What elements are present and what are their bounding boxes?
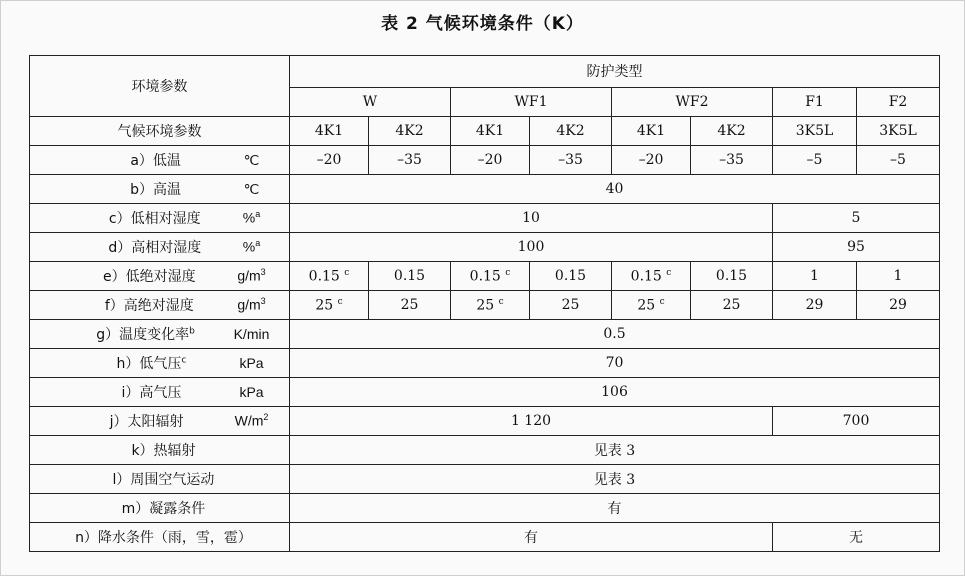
value-cell: 5 — [773, 204, 940, 233]
unit-exponent: 3 — [260, 296, 266, 307]
value-cell: 见表 3 — [290, 465, 940, 494]
param-label: f）高绝对湿度 — [104, 298, 194, 314]
value-text: 0.15 — [308, 268, 340, 285]
value-text: 0.15 — [469, 268, 501, 285]
value-cell: 1 — [857, 262, 940, 291]
value-cell — [612, 262, 691, 291]
label-text: g）温度变化率 — [96, 327, 190, 343]
label-text: h）低气压 — [116, 356, 182, 372]
footnote-mark: a — [255, 238, 261, 249]
param-cell — [30, 320, 290, 349]
table-row — [30, 146, 940, 175]
param-unit — [243, 209, 260, 226]
value-cell: 95 — [773, 233, 940, 262]
class-cell: 3K5L — [857, 117, 940, 146]
value-cell: 见表 3 — [290, 436, 940, 465]
value-cell — [290, 262, 369, 291]
footnote-mark: c — [181, 355, 187, 366]
value-cell: 无 — [773, 523, 940, 552]
value-cell: 0.15 — [691, 262, 773, 291]
table-row — [30, 436, 940, 465]
value-cell: 70 — [290, 349, 940, 378]
value-cell: 25 — [369, 291, 451, 320]
value-cell: 10 — [290, 204, 773, 233]
value-text: 25 — [476, 297, 495, 314]
value-cell: –5 — [773, 146, 857, 175]
param-cell — [30, 262, 290, 291]
param-unit — [237, 296, 265, 313]
value-cell: –20 — [451, 146, 530, 175]
param-label: i）高气压 — [121, 385, 182, 401]
value-cell: –35 — [530, 146, 612, 175]
param-cell — [30, 378, 290, 407]
param-label: m）凝露条件 — [121, 501, 206, 517]
class-cell: 4K1 — [451, 117, 530, 146]
type-header-wf1: WF1 — [451, 87, 612, 116]
param-cell — [30, 494, 290, 523]
unit-text: % — [242, 210, 256, 226]
param-group-header: 环境参数 — [30, 56, 290, 117]
param-label: l）周围空气运动 — [112, 472, 215, 488]
param-label: n）降水条件（雨，雪，雹） — [75, 530, 252, 546]
value-cell: –20 — [290, 146, 369, 175]
table-row — [30, 175, 940, 204]
value-cell: 25 — [530, 291, 612, 320]
table-row — [30, 204, 940, 233]
param-cell — [30, 465, 290, 494]
param-cell — [30, 175, 290, 204]
unit-text: g/m — [237, 297, 261, 313]
header-row-1 — [30, 56, 940, 88]
value-cell: –35 — [691, 146, 773, 175]
param-unit — [237, 267, 265, 284]
footnote-mark: c — [659, 296, 665, 307]
table-row — [30, 523, 940, 552]
class-header-row — [30, 117, 940, 146]
table-row — [30, 465, 940, 494]
class-cell: 4K2 — [530, 117, 612, 146]
unit-text: g/m — [237, 268, 261, 284]
param-unit — [243, 238, 260, 255]
footnote-mark: b — [189, 326, 195, 337]
value-text: 0.15 — [630, 268, 662, 285]
table-row — [30, 262, 940, 291]
param-label: j）太阳辐射 — [109, 414, 184, 430]
param-unit: ℃ — [243, 181, 260, 197]
value-cell: –35 — [369, 146, 451, 175]
class-cell: 4K2 — [691, 117, 773, 146]
class-cell: 4K1 — [612, 117, 691, 146]
value-text: 25 — [637, 297, 656, 314]
param-label: e）低绝对湿度 — [103, 269, 196, 285]
class-cell: 4K1 — [290, 117, 369, 146]
footnote-mark: c — [498, 296, 504, 307]
table-row — [30, 378, 940, 407]
param-label — [50, 324, 234, 344]
param-cell — [30, 204, 290, 233]
param-cell — [30, 436, 290, 465]
value-cell — [290, 291, 369, 320]
param-unit: kPa — [239, 355, 264, 371]
unit-exponent: 3 — [260, 267, 266, 278]
param-cell — [30, 291, 290, 320]
param-cell — [30, 146, 290, 175]
table-row — [30, 407, 940, 436]
table-row — [30, 320, 940, 349]
type-header-w: W — [290, 87, 451, 116]
unit-text: W/m — [234, 413, 264, 429]
table-row — [30, 233, 940, 262]
type-header-wf2: WF2 — [612, 87, 773, 116]
value-cell — [451, 262, 530, 291]
value-text: 25 — [315, 297, 334, 314]
param-label: k）热辐射 — [131, 443, 196, 459]
climate-param-header: 气候环境参数 — [30, 117, 290, 146]
param-unit — [235, 412, 269, 429]
value-cell: 29 — [773, 291, 857, 320]
protection-group-header: 防护类型 — [290, 56, 940, 88]
param-unit: kPa — [239, 384, 264, 400]
value-cell: 25 — [691, 291, 773, 320]
value-cell: 有 — [290, 523, 773, 552]
footnote-mark: c — [505, 267, 511, 278]
value-cell — [612, 291, 691, 320]
unit-exponent: 2 — [263, 412, 269, 423]
value-cell: 106 — [290, 378, 940, 407]
class-cell: 3K5L — [773, 117, 857, 146]
param-label: d）高相对湿度 — [108, 240, 202, 256]
value-cell: 100 — [290, 233, 773, 262]
value-cell: 1 — [773, 262, 857, 291]
value-cell: 有 — [290, 494, 940, 523]
param-unit: K/min — [233, 326, 270, 342]
footnote-mark: a — [255, 209, 261, 220]
param-cell — [30, 407, 290, 436]
value-cell: 29 — [857, 291, 940, 320]
value-cell: 700 — [773, 407, 940, 436]
param-label: c）低相对湿度 — [108, 211, 201, 227]
footnote-mark: c — [666, 267, 672, 278]
param-label: a）低温 — [130, 153, 181, 169]
table-row — [30, 291, 940, 320]
param-label — [55, 353, 239, 373]
value-cell: 1 120 — [290, 407, 773, 436]
table-caption: 表 2 气候环境条件（K） — [381, 14, 584, 34]
value-cell: –20 — [612, 146, 691, 175]
value-cell — [451, 291, 530, 320]
value-cell: 0.5 — [290, 320, 940, 349]
type-header-f2: F2 — [857, 87, 940, 116]
value-cell: 0.15 — [530, 262, 612, 291]
table-row — [30, 349, 940, 378]
param-unit: ℃ — [243, 152, 260, 168]
value-cell: –5 — [857, 146, 940, 175]
footnote-mark: c — [337, 296, 343, 307]
param-cell — [30, 523, 290, 552]
value-cell: 40 — [290, 175, 940, 204]
value-cell: 0.15 — [369, 262, 451, 291]
type-header-f1: F1 — [773, 87, 857, 116]
footnote-mark: c — [344, 267, 350, 278]
class-cell: 4K2 — [369, 117, 451, 146]
unit-text: % — [242, 239, 256, 255]
param-label: b）高温 — [130, 182, 182, 198]
climate-conditions-table — [29, 55, 940, 552]
table-row — [30, 494, 940, 523]
param-cell — [30, 349, 290, 378]
param-cell — [30, 233, 290, 262]
